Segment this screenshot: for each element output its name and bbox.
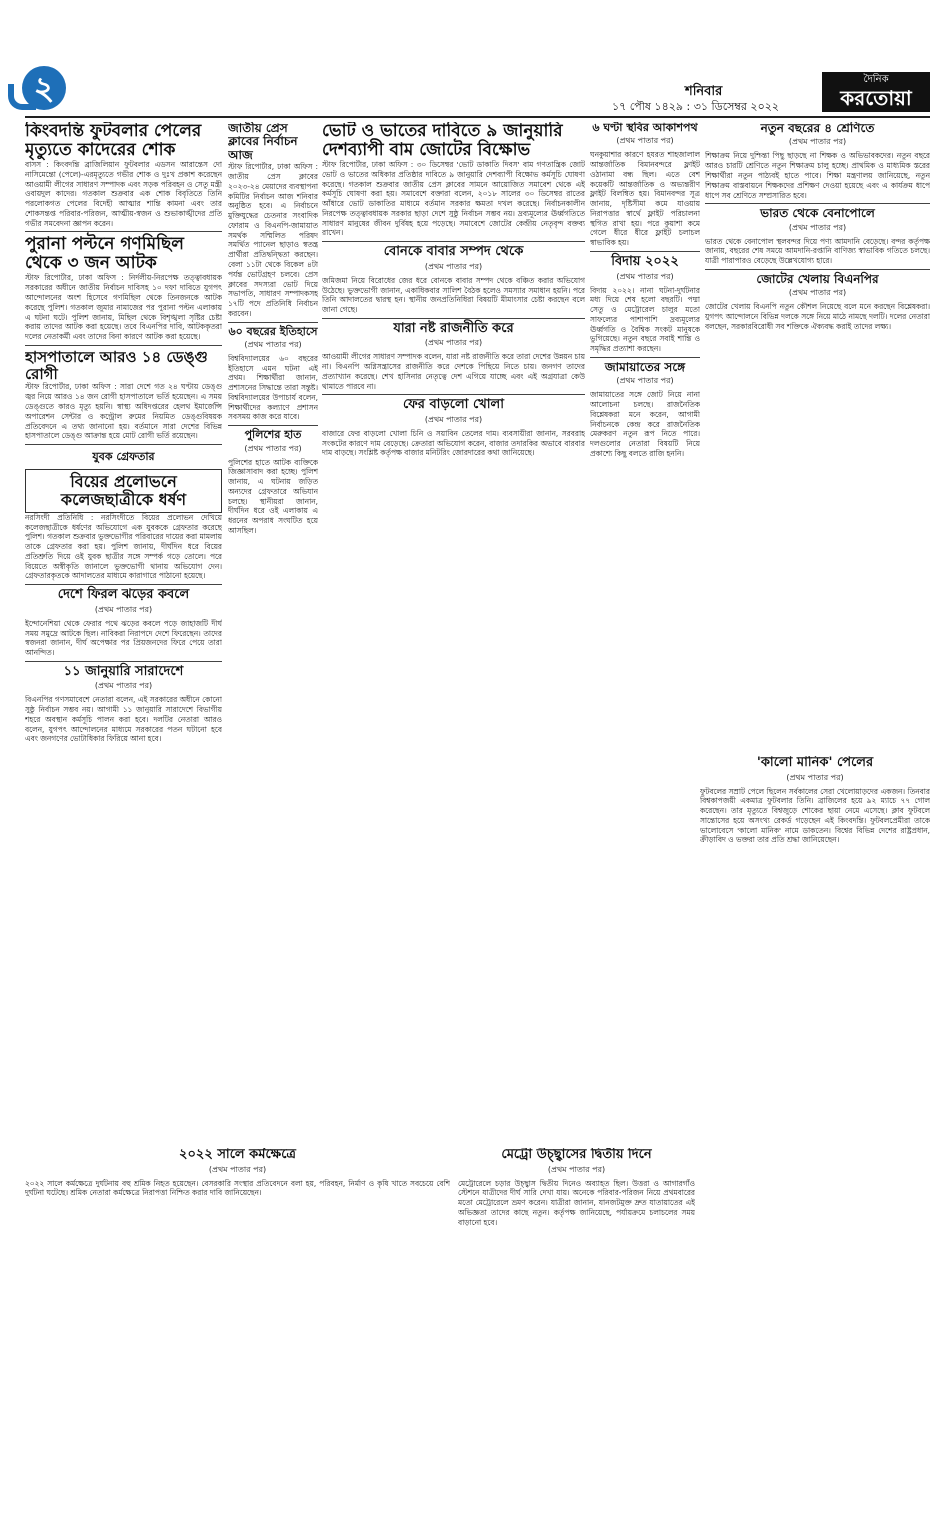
masthead-rule xyxy=(25,116,930,118)
article-body: আওয়ামী লীগের সাধারণ সম্পাদক বলেন, যারা নষ্ট রাজনীতি করে তারা দেশের উন্নয়ন চায় না। বিএনপি অগ্নিসন্ত্রাসের রাজনীতি করে দেশকে পিছিয়ে নিতে চায়। জনগণ তাদের প্রত্যাখ্যান করেছে। শেখ হাসিনার নেতৃত্বে দেশ এগিয়ে যাচ্ছে এবং এই অগ্রযাত্রা কেউ থামাতে পারবে না। xyxy=(322,352,585,391)
article-body: স্টাফ রিপোর্টার, ঢাকা অফিস : সারা দেশে গত ২৪ ঘণ্টায় ডেঙ্গু জ্বর নিয়ে আরও ১৪ জন রোগী হাসপাতালে ভর্তি হয়েছেন। এ সময় ডেঙ্গুতে কারও মৃত্যু হয়নি। স্বাস্থ্য অধিদপ্তরের হেলথ ইমার্জেন্সি অপারেশন সেন্টার ও কন্ট্রোল রুমের নিয়মিত ডেঙ্গুবিষয়ক প্রতিবেদনে এ তথ্য জানানো হয়। বর্তমানে সারা দেশের বিভিন্ন হাসপাতালে ডেঙ্গু আক্রান্ত হয়ে মোট রোগী ভর্তি রয়েছেন। xyxy=(25,382,222,441)
headline: দেশে ফিরল ঝড়ের কবলে xyxy=(57,587,190,603)
article-kalo xyxy=(700,756,930,845)
headline: ৬ ঘণ্টা স্থবির আকাশপথ xyxy=(592,122,698,134)
headline: ১১ জানুয়ারি সারাদেশে xyxy=(63,663,184,679)
article-newyear xyxy=(705,122,930,200)
article-body: মেট্রোরেলে চড়ার উচ্ছ্বাস দ্বিতীয় দিনেও অব্যাহত ছিল। উত্তরা ও আগারগাঁও স্টেশনে যাত্রীদের দীর্ঘ সারি দেখা যায়। অনেকে পরিবার-পরিজন নিয়ে প্রথমবারের মতো মেট্রোরেলে ভ্রমণ করেন। যাত্রীরা জানান, যানজটমুক্ত দ্রুত যাতায়াতের এই অভিজ্ঞতা তাদের কাছে নতুন। কর্তৃপক্ষ জানিয়েছে, পর্যায়ক্রমে চলাচলের সময় বাড়ানো হবে। xyxy=(458,1178,695,1227)
article-bidaay xyxy=(590,255,700,354)
article-bonus xyxy=(322,245,585,315)
headline: জোটের খেলায় বিএনপির xyxy=(756,272,879,286)
article-body: নরসিংদী প্রতিনিধি : নরসিংদীতে বিয়ের প্রলোভন দেখিয়ে কলেজছাত্রীকে ধর্ষণের অভিযোগে এক যুবককে গ্রেফতার করেছে পুলিশ। গতকাল শুক্রবার ভুক্তভোগীর পরিবারের দায়ের করা মামলায় তাকে গ্রেফতার করা হয়। পুলিশ জানায়, দীর্ঘদিন ধরে বিয়ের প্রতিশ্রুতি দিয়ে ওই যুবক ছাত্রীর সঙ্গে সম্পর্ক গড়ে তোলে। পরে বিয়েতে অস্বীকৃতি জানালে ভুক্তভোগী থানায় অভিযোগ দেন। গ্রেফতারকৃতকে আদালতের মাধ্যমে কারাগারে পাঠানো হয়েছে। xyxy=(25,512,222,581)
column-left xyxy=(25,122,222,1142)
column-c xyxy=(322,122,585,1142)
article-dengue xyxy=(25,349,222,441)
article-body: বিদায় ২০২২। নানা ঘটনা-দুর্ঘটনার মধ্য দিয়ে শেষ হলো বছরটি। পদ্মা সেতু ও মেট্রোরেল চালুর মতো সাফল্যের পাশাপাশি দ্রব্যমূল্যের ঊর্ধ্বগতি ও বৈশ্বিক সংকট মানুষকে ভুগিয়েছে। নতুন বছরে সবাই শান্তি ও সমৃদ্ধির প্রত্যাশা করছেন। xyxy=(590,285,700,354)
article-body: পুলিশের হাতে আটক ব্যক্তিকে জিজ্ঞাসাবাদ করা হচ্ছে। পুলিশ জানায়, এ ঘটনায় জড়িত অন্যদের গ্রেফতারে অভিযান চলছে। স্থানীয়রা জানান, দীর্ঘদিন ধরে ওই এলাকায় এ ধরনের অপরাধ সংঘটিত হয়ে আসছিল। xyxy=(228,457,318,535)
article-body: জোটের খেলায় বিএনপি নতুন কৌশল নিয়েছে বলে মনে করছেন বিশ্লেষকরা। যুগপৎ আন্দোলনে বিভিন্ন দলকে সঙ্গে নিয়ে মাঠে নামছে দলটি। দলের নেতারা বলছেন, সরকারবিরোধী সব শক্তিকে ঐক্যবদ্ধ করাই তাদের লক্ষ্য। xyxy=(705,302,930,331)
article-january xyxy=(25,665,222,744)
continued-note: (প্রথম পাতার পর) xyxy=(244,443,302,453)
headline: কিংবদন্তি ফুটবলার পেলের মৃত্যুতে কাদেরের শোক xyxy=(25,122,202,161)
article-rape xyxy=(25,448,222,581)
article-politics xyxy=(322,322,585,392)
continued-note: (প্রথম পাতার পর) xyxy=(786,772,844,782)
headline: পুলিশের হাত xyxy=(244,428,302,442)
newspaper-logo xyxy=(822,72,930,112)
article-body: ইন্দোনেশিয়া থেকে ফেরার পথে ঝড়ের কবলে পড়ে জাহাজটি দীর্ঘ সময় সমুদ্রে আটকে ছিল। নাবিকরা নিরাপদে দেশে ফিরেছেন। তাদের স্বজনরা জানান, দীর্ঘ অপেক্ষার পর প্রিয়জনদের ফিরে পেয়ে তারা আনন্দিত। xyxy=(25,618,222,658)
headline: ৬০ বছরের ইতিহাসে xyxy=(228,324,318,338)
headline: বিয়ের প্রলোভনে কলেজছাত্রীকে ধর্ষণ xyxy=(25,469,222,513)
headline: যারা নষ্ট রাজনীতি করে xyxy=(393,320,514,336)
headline: 'কালো মানিক' পেলের xyxy=(756,756,874,770)
article-body: শিক্ষাক্রম নিয়ে দুশ্চিন্তা পিছু ছাড়ছে না শিক্ষক ও অভিভাবকদের। নতুন বছরে আরও চারটি শ্রেণিতে নতুন শিক্ষাক্রম চালু হচ্ছে। প্রাথমিক ও মাধ্যমিক স্তরের শিক্ষার্থীরা নতুন পাঠ্যবই হাতে পাবে। শিক্ষা মন্ত্রণালয় জানিয়েছে, নতুন শিক্ষাক্রম বাস্তবায়নে শিক্ষকদের প্রশিক্ষণ দেওয়া হয়েছে এবং এ কার্যক্রম ধাপে ধাপে সব শ্রেণিতে সম্প্রসারিত হবে। xyxy=(705,151,930,200)
column-metro xyxy=(458,1148,695,1500)
article-body: বিশ্ববিদ্যালয়ের ৬০ বছরের ইতিহাসে এমন ঘটনা এই প্রথম। শিক্ষার্থীরা জানান, প্রশাসনের সিদ্ধান্তে তারা সন্তুষ্ট। বিশ্ববিদ্যালয়ের উপাচার্য বলেন, শিক্ষার্থীদের কল্যাণে প্রশাসন সবসময় কাজ করে যাবে। xyxy=(228,353,318,422)
article-body: জমিজমা নিয়ে বিরোধের জের ধরে বোনকে বাবার সম্পদ থেকে বঞ্চিত করার অভিযোগ উঠেছে। ভুক্তভোগী জানান, একাধিকবার সালিশ বৈঠক হলেও সমস্যার সমাধান হয়নি। পরে তিনি আদালতের দ্বারস্থ হন। স্থানীয় জনপ্রতিনিধিরা বিষয়টি মীমাংসার চেষ্টা করছেন বলে জানা গেছে। xyxy=(322,275,585,315)
article-cold xyxy=(590,122,700,248)
continued-note: (প্রথম পাতার পর) xyxy=(547,1164,606,1174)
article-ferry xyxy=(322,398,585,458)
continued-note: (প্রথম পাতার পর) xyxy=(424,338,483,348)
article-purana xyxy=(25,235,222,341)
article-body: বাজারে ফের বাড়লো খোলা চিনি ও সয়াবিন তেলের দাম। ব্যবসায়ীরা জানান, সরবরাহ সংকটের কারণে দাম বেড়েছে। ক্রেতারা অভিযোগ করেন, বাজার তদারকির অভাবে বারবার দাম বাড়ছে। সংশ্লিষ্ট কর্তৃপক্ষ বাজার মনিটরিং জোরদারের কথা জানিয়েছে। xyxy=(322,428,585,458)
headline: ২০২২ সালে কর্মক্ষেত্রে xyxy=(179,1148,296,1162)
continued-note: (প্রথম পাতার পর) xyxy=(208,1164,267,1174)
headline: পুরানা পল্টনে গণমিছিল থেকে ৩ জন আটক xyxy=(25,234,184,274)
headline: হাসপাতালে আরও ১৪ ডেঙ্গু রোগী xyxy=(25,347,208,383)
article-body: ফুটবলের সম্রাট পেলে ছিলেন সর্বকালের সেরা খেলোয়াড়দের একজন। তিনবার বিশ্বকাপজয়ী একমাত্র ফুটবলার তিনি। ব্রাজিলের হয়ে ৯২ ম্যাচে ৭৭ গোল করেছেন। তার মৃত্যুতে বিশ্বজুড়ে শোকের ছায়া নেমে এসেছে। ক্লাব ফুটবলে সান্তোসের হয়ে অসংখ্য রেকর্ড গড়েছেন এই কিংবদন্তি। ফুটবলপ্রেমীরা তাকে ভালোবেসে 'কালো মানিক' নামে ডাকতেন। বিশ্বের বিভিন্ন দেশের রাষ্ট্রপ্রধান, ক্রীড়াবিদ ও ভক্তরা তার প্রতি শ্রদ্ধা জানিয়েছেন। xyxy=(700,786,930,845)
headline: বোনকে বাবার সম্পদ থেকে xyxy=(383,244,524,260)
article-body: ২০২২ সালে কর্মক্ষেত্রে দুর্ঘটনায় বহু শ্রমিক নিহত হয়েছেন। বেসরকারি সংস্থার প্রতিবেদনে বলা হয়, পরিবহন, নির্মাণ ও কৃষি খাতে সবচেয়ে বেশি দুর্ঘটনা ঘটেছে। শ্রমিক নেতারা কর্মক্ষেত্রে নিরাপত্তা নিশ্চিত করার দাবি জানিয়েছেন। xyxy=(25,1178,450,1198)
article-football xyxy=(25,122,222,228)
article-workers xyxy=(25,1148,450,1198)
article-vote xyxy=(322,122,585,238)
article-body: স্টাফ রিপোর্টার, ঢাকা অফিস : জাতীয় প্রেস ক্লাবের ২০২৩-২৪ মেয়াদের ব্যবস্থাপনা কমিটির নির্বাচন আজ শনিবার অনুষ্ঠিত হবে। এ নির্বাচনে মুক্তিযুদ্ধের চেতনার সংবাদিক ফোরাম ও বিএনপি-জামায়াত সমর্থক সম্মিলিত পরিষদ সমর্থিত প্যানেল ছাড়াও স্বতন্ত্র প্রার্থীরা প্রতিদ্বন্দ্বিতা করছেন। বেলা ১১টা থেকে বিকেল ৪টা পর্যন্ত ভোটগ্রহণ চলবে। প্রেস ক্লাবের সদস্যরা ভোট দিয়ে সভাপতি, সাধারণ সম্পাদকসহ ১৭টি পদে প্রতিনিধি নির্বাচন করবেন। xyxy=(228,162,318,318)
continued-note: (প্রথম পাতার পর) xyxy=(616,376,674,386)
article-police xyxy=(228,429,318,535)
continued-note: (প্রথম পাতার পর) xyxy=(94,604,153,614)
headline: ভারত থেকে বেনাপোলে xyxy=(760,206,875,221)
continued-note: (প্রথম পাতার পর) xyxy=(244,339,302,349)
article-metro xyxy=(458,1148,695,1227)
kicker: যুবক গ্রেফতার xyxy=(92,450,155,464)
column-e xyxy=(705,122,930,752)
article-pressclub xyxy=(228,122,318,319)
column-d xyxy=(590,122,700,752)
continued-note: (প্রথম পাতার পর) xyxy=(788,222,847,232)
article-body: জামায়াতের সঙ্গে জোট নিয়ে নানা আলোচনা চলছে। রাজনৈতিক বিশ্লেষকরা মনে করেন, আগামী নির্বাচনকে কেন্দ্র করে রাজনৈতিক মেরুকরণ নতুন রূপ নিতে পারে। দলগুলোর নেতারা বিষয়টি নিয়ে প্রকাশ্যে কিছু বলতে রাজি হননি। xyxy=(590,390,700,458)
continued-note: (প্রথম পাতার পর) xyxy=(424,261,483,271)
headline: ভোট ও ভাতের দাবিতে ৯ জানুয়ারি দেশব্যাপী বাম জোটের বিক্ষোভ xyxy=(322,122,563,161)
article-body: স্টাফ রিপোর্টার, ঢাকা অফিস : ৩০ ডিসেম্বর 'ভোট ডাকাতি দিবস' বাম গণতান্ত্রিক জোট ভোট ও ভাতের অধিকার প্রতিষ্ঠার দাবিতে ৯ জানুয়ারি দেশব্যাপী বিক্ষোভ কর্মসূচি ঘোষণা করেছে। গতকাল শুক্রবার জাতীয় প্রেস ক্লাবের সামনে আয়োজিত সমাবেশ থেকে এই কর্মসূচি ঘোষণা করা হয়। সমাবেশে বক্তারা বলেন, ২০১৮ সালের ৩০ ডিসেম্বর রাতের আঁধারে ভোট ডাকাতির মাধ্যমে বর্তমান সরকার ক্ষমতা দখল করেছে। নির্বাচনকালীন নিরপেক্ষ তত্ত্বাবধায়ক সরকার ছাড়া দেশে সুষ্ঠু নির্বাচন সম্ভব নয়। দ্রব্যমূল্যের ঊর্ধ্বগতিতে সাধারণ মানুষের জীবন দুর্বিষহ হয়ে পড়েছে। সমাবেশে জোটের কেন্দ্রীয় নেতৃবৃন্দ বক্তব্য রাখেন। xyxy=(322,160,585,238)
continued-note: (প্রথম পাতার পর) xyxy=(788,137,847,147)
article-body: বাসস : কিংবদন্তি ব্রাজিলিয়ান ফুটবলার এডসন আরান্তেস দো নাসিমেন্তো (পেলে)-এরমৃত্যুতে গভীর শোক ও দুঃখ প্রকাশ করেছেন আওয়ামী লীগের সাধারণ সম্পাদক এবং সড়ক পরিবহন ও সেতু মন্ত্রী ওবায়দুল কাদের। গতকাল শুক্রবার এক শোক বিবৃতিতে তিনি পরলোকগত পেলের বিদেহী আত্মার শান্তি কামনা এবং তার শোকসন্তপ্ত পরিবার-পরিজন, আত্মীয়-স্বজন ও শুভাকাঙ্খীদের প্রতি গভীর সমবেদনা জ্ঞাপন করেন। xyxy=(25,160,222,228)
logo-big-text: করতোয়া xyxy=(840,86,912,110)
article-body: ঘনকুয়াশার কারণে হযরত শাহজালাল আন্তর্জাতিক বিমানবন্দরে ফ্লাইট ওঠানামা বন্ধ ছিল। এতে বেশ কয়েকটি আন্তর্জাতিক ও অভ্যন্তরীণ ফ্লাইট বিলম্বিত হয়। বিমানবন্দর সূত্র জানায়, দৃষ্টিসীমা কমে যাওয়ায় নিরাপত্তার স্বার্থে ফ্লাইট পরিচালনা স্থগিত রাখা হয়। পরে কুয়াশা কমে গেলে ধীরে ধীরে ফ্লাইট চলাচল স্বাভাবিক হয়। xyxy=(590,150,700,248)
headline: জাতীয় প্রেস ক্লাবের নির্বাচন আজ xyxy=(228,122,298,162)
masthead xyxy=(0,0,945,114)
column-workers xyxy=(25,1148,450,1500)
article-joter xyxy=(705,273,930,332)
article-body: স্টাফ রিপোর্টার, ঢাকা অফিস : নির্দলীয়-নিরপেক্ষ তত্ত্বাবধায়ক সরকারের অধীনে জাতীয় নির্বাচন দাবিসহ ১০ দফা দাবিতে যুগপৎ আন্দোলনের অংশ হিসেবে গণমিছিল থেকে তিনজনকে আটক করেছে পুলিশ। গতকাল জুমার নামাজের পর পুরানা পল্টন এলাকায় এ ঘটনা ঘটে। পুলিশ জানায়, মিছিল থেকে বিশৃঙ্খলা সৃষ্টির চেষ্টা করায় তাদের আটক করা হয়েছে। তবে বিএনপির দাবি, আটককৃতরা দলের নেতাকর্মী এবং তাদের বিনা কারণে আটক করা হয়েছে। xyxy=(25,273,222,342)
dateline: ১৭ পৌষ ১৪২৯ : ৩১ ডিসেম্বর ২০২২ xyxy=(612,100,780,113)
continued-note: (প্রথম পাতার পর) xyxy=(94,681,153,691)
headline: বিদায় ২০২২ xyxy=(611,253,679,269)
column-kalo xyxy=(700,756,930,1501)
day-name: শনিবার xyxy=(685,84,723,99)
continued-note: (প্রথম পাতার পর) xyxy=(788,288,847,298)
article-sixty xyxy=(228,326,318,423)
continued-note: (প্রথম পাতার পর) xyxy=(616,271,674,281)
article-fire xyxy=(25,588,222,658)
headline: জামায়াতের সঙ্গে xyxy=(604,359,686,374)
headline: মেট্রো উচ্ছ্বাসের দ্বিতীয় দিনে xyxy=(501,1148,652,1162)
headline: ফের বাড়লো খোলা xyxy=(403,397,504,413)
headline: নতুন বছরের ৪ শ্রেণিতে xyxy=(760,122,875,135)
page-number: ২ xyxy=(22,66,66,110)
column-b xyxy=(228,122,318,1142)
continued-note: (প্রথম পাতার পর) xyxy=(616,136,674,146)
article-body: ভারত থেকে বেনাপোল স্থলবন্দর দিয়ে পণ্য আমদানি বেড়েছে। বন্দর কর্তৃপক্ষ জানায়, বছরের শেষ সময়ে আমদানি-রপ্তানি বাণিজ্য স্বাভাবিক গতিতে চলছে। যাত্রী পারাপারও বেড়েছে উল্লেখযোগ্য হারে। xyxy=(705,236,930,266)
article-jamayat xyxy=(590,361,700,459)
continued-note: (প্রথম পাতার পর) xyxy=(424,414,483,424)
article-body: বিএনপির গণসমাবেশে নেতারা বলেন, এই সরকারের অধীনে কোনো সুষ্ঠু নির্বাচন সম্ভব নয়। আগামী ১১ জানুয়ারি সারাদেশে বিভাগীয় শহরে অবস্থান কর্মসূচি পালন করা হবে। দলটির নেতারা আরও বলেন, যুগপৎ আন্দোলনের মাধ্যমে সরকারের পতন ঘটানো হবে এবং জনগণের ভোটাধিকার ফিরিয়ে আনা হবে। xyxy=(25,695,222,744)
logo-small-text: দৈনিক xyxy=(863,74,889,85)
article-india xyxy=(705,207,930,266)
